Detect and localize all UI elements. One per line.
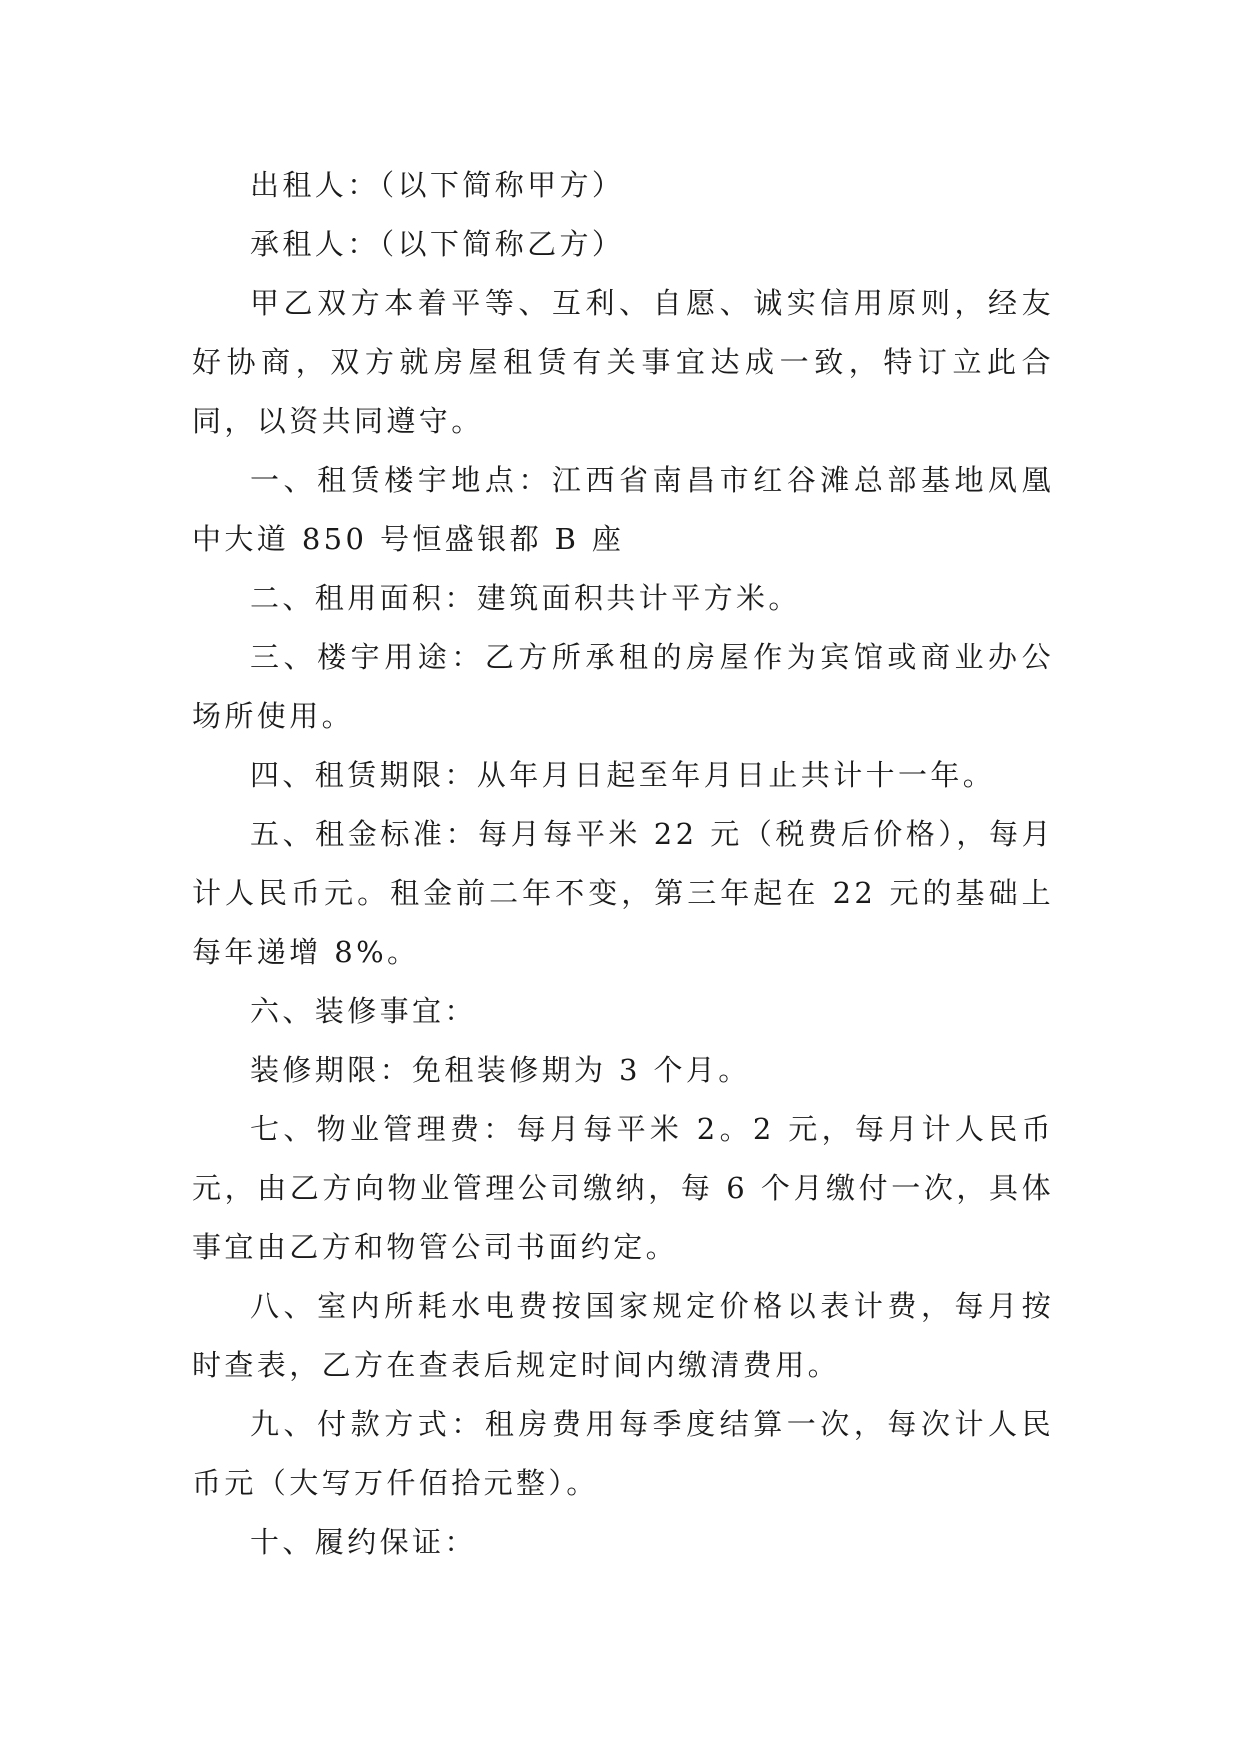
paragraph-clause-6-decoration: 六、装修事宜： (250, 994, 477, 1028)
contract-page (192, 156, 1054, 1572)
paragraph-clause-7-property-fee: 七、物业管理费：每月每平米 2。2 元，每月计人民币元，由乙方向物业管理公司缴纳，每 6 个月缴付一次，具体事宜由乙方和物管公司书面约定。 (192, 1112, 1054, 1264)
paragraph-decoration-period: 装修期限：免租装修期为 3 个月。 (250, 1053, 751, 1087)
paragraph-clause-10-guarantee: 十、履约保证： (250, 1525, 477, 1559)
paragraph-clause-9-payment: 九、付款方式：租房费用每季度结算一次，每次计人民币元（大写万仟佰拾元整）。 (192, 1407, 1054, 1500)
paragraph-clause-1-location: 一、租赁楼宇地点：江西省南昌市红谷滩总部基地凤凰中大道 850 号恒盛银都 B 座 (192, 463, 1054, 556)
paragraph-clause-4-term: 四、租赁期限：从年月日起至年月日止共计十一年。 (250, 758, 996, 792)
paragraph-clause-3-usage: 三、楼宇用途：乙方所承租的房屋作为宾馆或商业办公场所使用。 (192, 640, 1054, 733)
paragraph-lessee: 承租人：（以下简称乙方） (250, 227, 625, 261)
paragraph-clause-2-area: 二、租用面积：建筑面积共计平方米。 (250, 581, 801, 615)
paragraph-preamble: 甲乙双方本着平等、互利、自愿、诚实信用原则，经友好协商，双方就房屋租赁有关事宜达成一致，特订立此合同，以资共同遵守。 (192, 286, 1054, 438)
paragraph-lessor: 出租人：（以下简称甲方） (250, 168, 625, 202)
paragraph-clause-5-rent: 五、租金标准：每月每平米 22 元（税费后价格），每月计人民币元。租金前二年不变，第三年起在 22 元的基础上每年递增 8%。 (192, 817, 1054, 969)
paragraph-clause-8-utilities: 八、室内所耗水电费按国家规定价格以表计费，每月按时查表，乙方在查表后规定时间内缴清费用。 (192, 1289, 1054, 1382)
